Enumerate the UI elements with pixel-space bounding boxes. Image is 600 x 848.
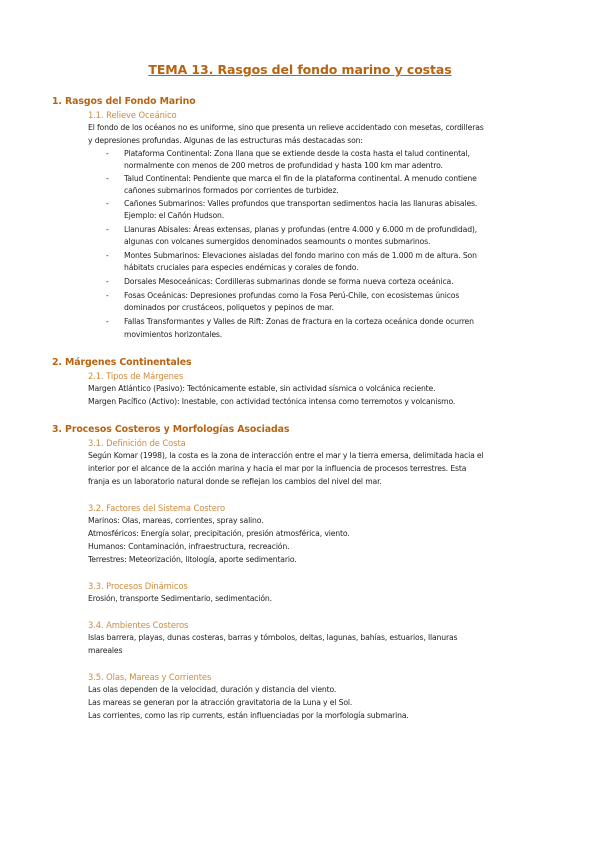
list-item-cont: Ejemplo: el Cañón Hudson. [124,211,225,220]
section-3-1-heading: 3.1. Definición de Costa [88,438,186,448]
section-3-5-heading: 3.5. Olas, Mareas y Corrientes [88,672,212,682]
paragraph-line: Islas barrera, playas, dunas costeras, barras y tómbolos, deltas, lagunas, bahías, estuarios, llanuras [88,633,458,642]
paragraph-line: Según Komar (1998), la costa es la zona de interacción entre el mar y la tierra emersa, delimitada hacia el [88,451,484,460]
bullet-dash: - [106,225,109,234]
paragraph-line: Atmosféricos: Energía solar, precipitación, presión atmosférica, viento. [88,529,350,538]
paragraph-line: Las mareas se generan por la atracción gravitatoria de la Luna y el Sol. [88,698,353,707]
list-item: Fallas Transformantes y Valles de Rift: Zonas de fractura en la corteza oceánica donde ocurren [124,317,474,326]
list-item-cont: normalmente con menos de 200 metros de profundidad y hasta 100 km mar adentro. [124,161,443,170]
list-item: Cañones Submarinos: Valles profundos que transportan sedimentos hacia las llanuras abisales. [124,199,478,208]
paragraph-line: Margen Pacífico (Activo): Inestable, con actividad tectónica intensa como terremotos y volcanismo. [88,397,456,406]
section-3-heading: 3. Procesos Costeros y Morfologías Asociadas [52,424,290,435]
bullet-dash: - [106,277,109,286]
paragraph-line: Erosión, transporte Sedimentario, sedimentación. [88,594,272,603]
document-title: TEMA 13. Rasgos del fondo marino y costas [148,62,452,77]
section-3-2-heading: 3.2. Factores del Sistema Costero [88,503,225,513]
bullet-dash: - [106,199,109,208]
bullet-dash: - [106,291,109,300]
section-2-heading: 2. Márgenes Continentales [52,357,192,368]
paragraph-line: Marinos: Olas, mareas, corrientes, spray salino. [88,516,264,525]
bullet-dash: - [106,317,109,326]
paragraph-line: Las olas dependen de la velocidad, duración y distancia del viento. [88,685,337,694]
list-item: Dorsales Mesoceánicas: Cordilleras submarinas donde se forma nueva corteza oceánica. [124,277,454,286]
list-item: Montes Submarinos: Elevaciones aisladas del fondo marino con más de 1.000 m de altura. Son [124,251,477,260]
list-item: Fosas Oceánicas: Depresiones profundas como la Fosa Perú-Chile, con ecosistemas únicos [124,291,460,300]
section-1-heading: 1. Rasgos del Fondo Marino [52,96,196,107]
paragraph-line: franja es un laboratorio natural donde se reflejan los cambios del nivel del mar. [88,477,382,486]
paragraph-line: Terrestres: Meteorización, litología, aporte sedimentario. [88,555,297,564]
paragraph-line: Las corrientes, como las rip currents, están influenciadas por la morfología submarina. [88,711,409,720]
paragraph-line: Humanos: Contaminación, infraestructura, recreación. [88,542,290,551]
list-item-cont: movimientos horizontales. [124,330,223,339]
list-item-cont: hábitats cruciales para especies endémicas y corales de fondo. [124,263,359,272]
list-item-cont: cañones submarinos formados por corrientes de turbidez. [124,186,339,195]
list-item: Talud Continental: Pendiente que marca el fin de la plataforma continental. A menudo contiene [124,174,477,183]
bullet-dash: - [106,174,109,183]
section-3-3-heading: 3.3. Procesos Dinámicos [88,581,188,591]
list-item-cont: algunas con volcanes sumergidos denominados seamounts o montes submarinos. [124,237,431,246]
list-item-cont: dominados por crustáceos, poliquetos y pepinos de mar. [124,303,334,312]
paragraph-line: y depresiones profundas. Algunas de las estructuras más destacadas son: [88,136,363,145]
paragraph-line: Margen Atlántico (Pasivo): Tectónicamente estable, sin actividad sísmica o volcánica reciente. [88,384,436,393]
bullet-dash: - [106,149,109,158]
section-2-1-heading: 2.1. Tipos de Márgenes [88,371,184,381]
section-1-1-heading: 1.1. Relieve Oceánico [88,110,177,120]
bullet-dash: - [106,251,109,260]
list-item: Plataforma Continental: Zona llana que se extiende desde la costa hasta el talud continental, [124,149,470,158]
paragraph-line: interior por el alcance de la acción marina y hacia el mar por la influencia de procesos terrestres. Esta [88,464,467,473]
paragraph-line: El fondo de los océanos no es uniforme, sino que presenta un relieve accidentado con mesetas, cordilleras [88,123,484,132]
list-item: Llanuras Abisales: Áreas extensas, planas y profundas (entre 4.000 y 6.000 m de profundidad), [124,225,478,234]
paragraph-line: mareales [88,646,123,655]
section-3-4-heading: 3.4. Ambientes Costeros [88,620,189,630]
